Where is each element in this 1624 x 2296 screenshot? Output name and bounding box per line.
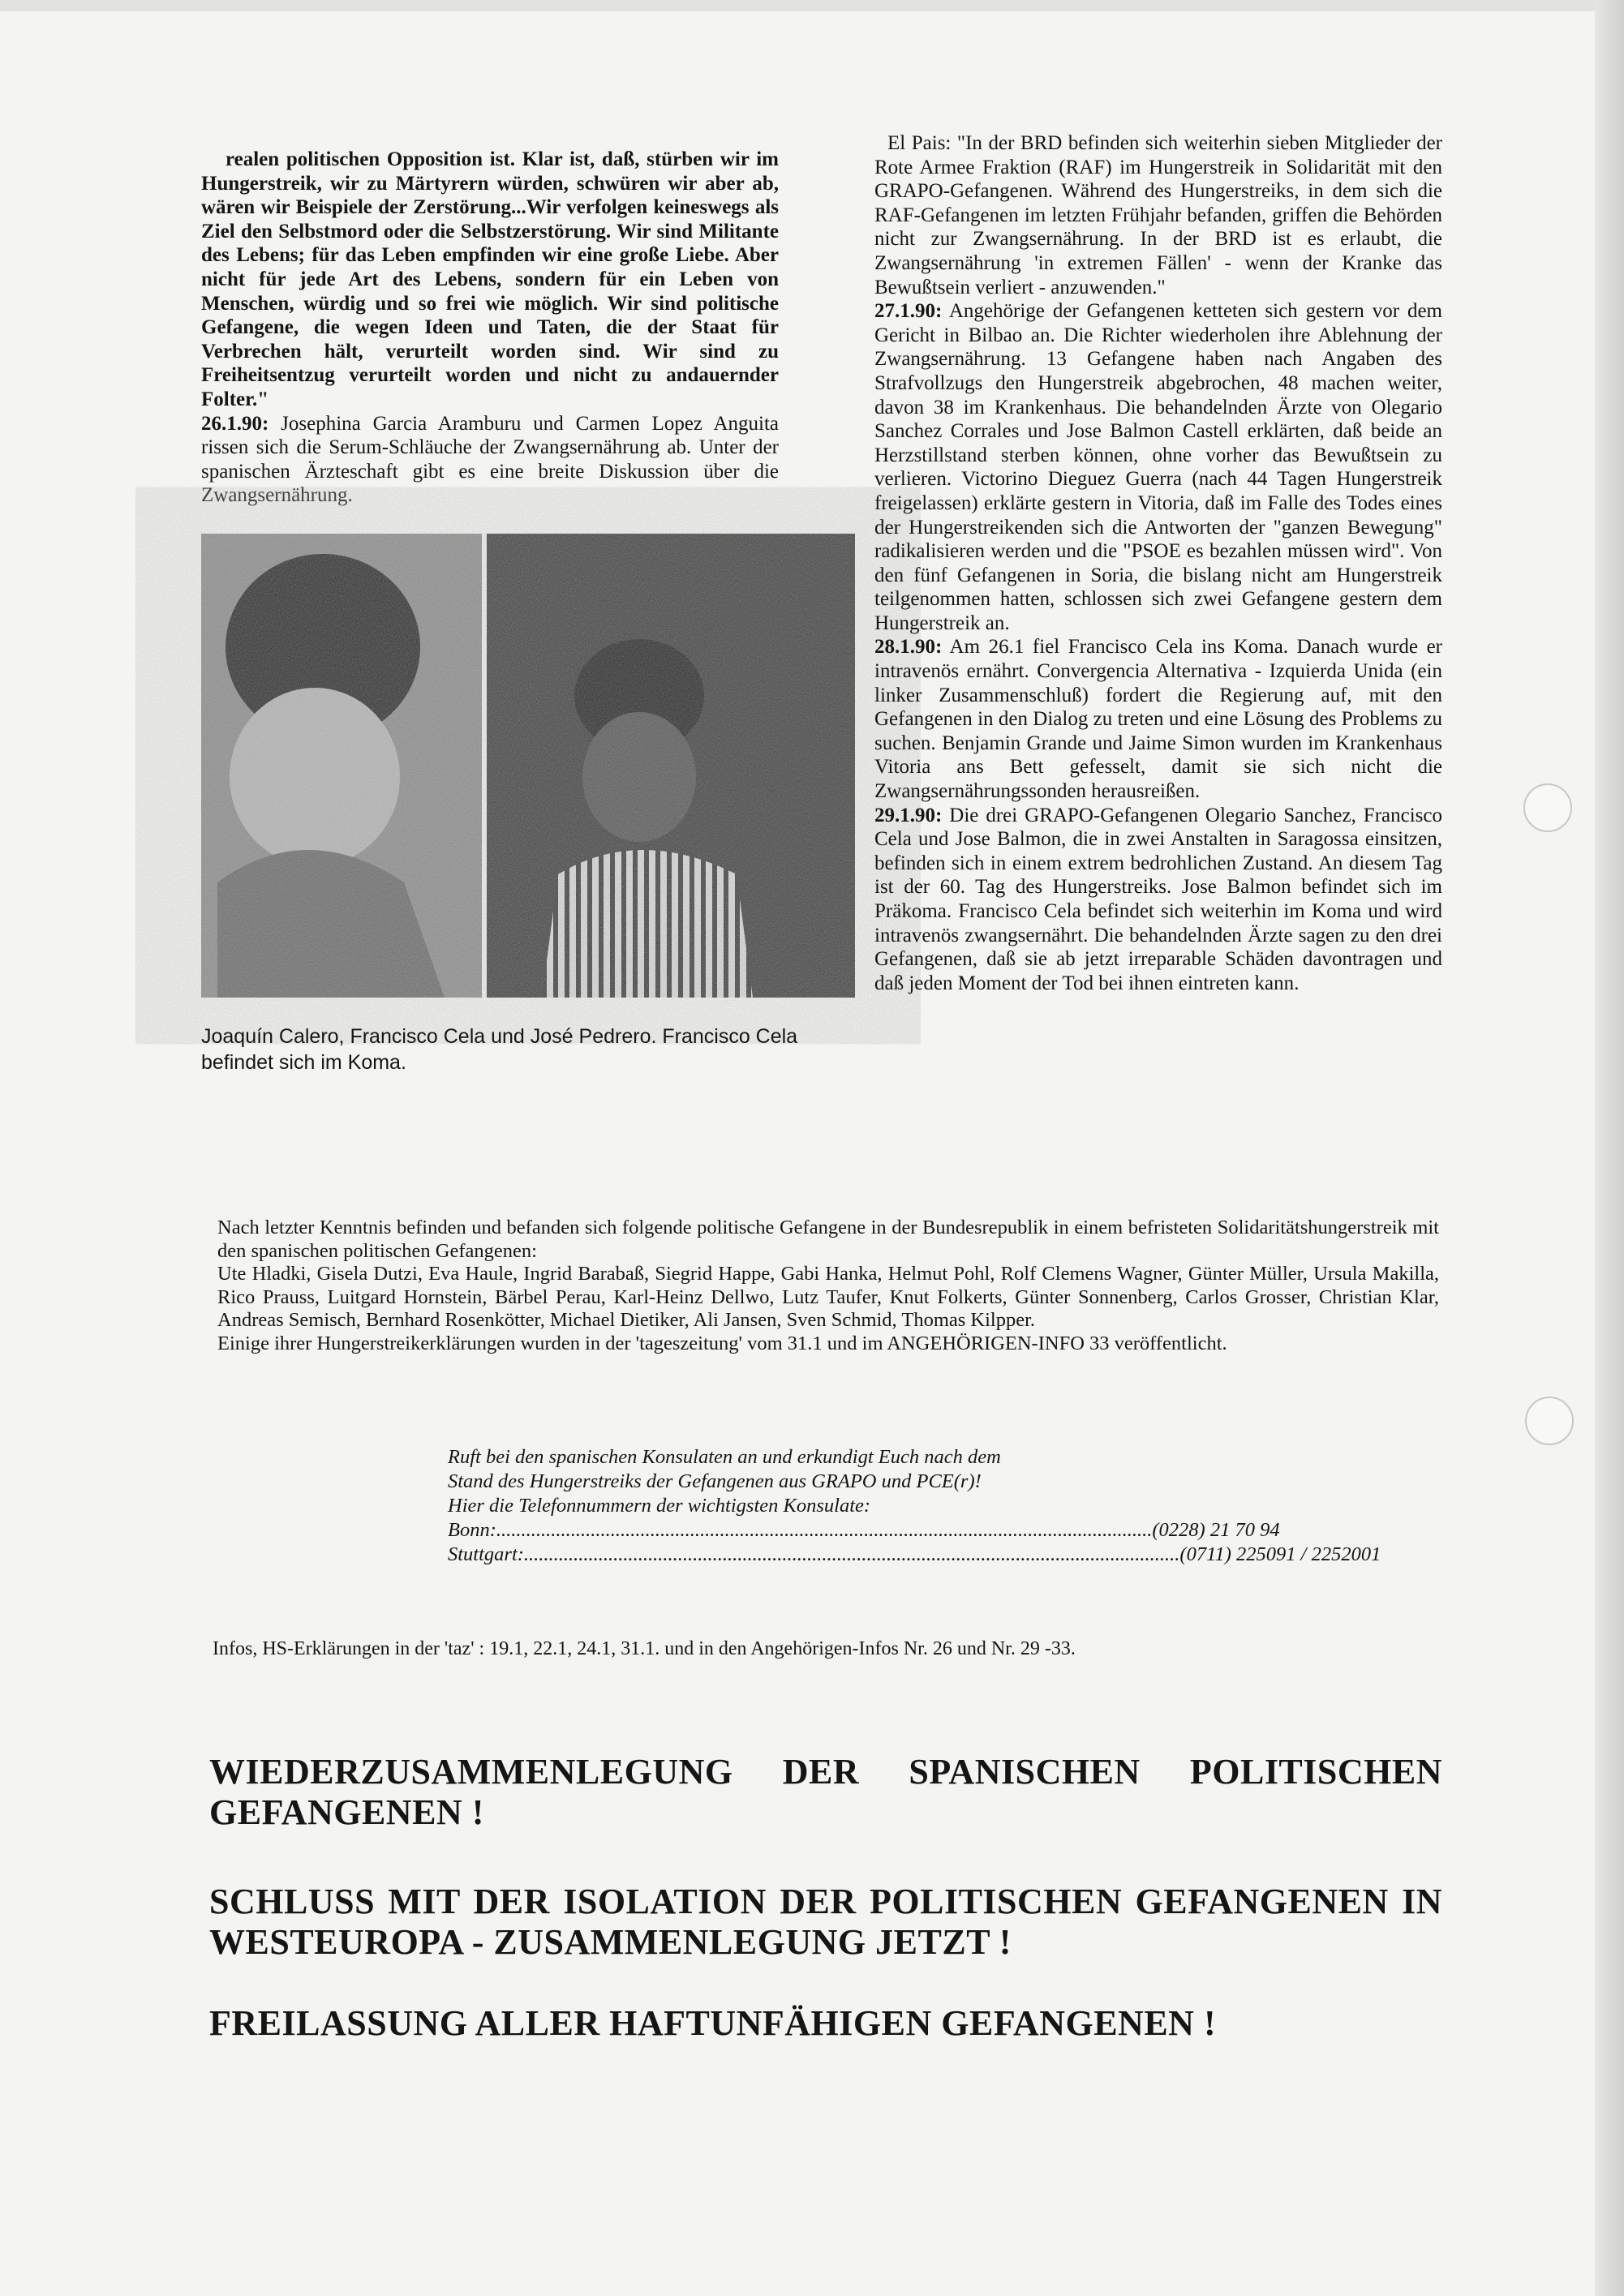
entry-text: Die drei GRAPO-Gefangenen Olegario Sanchez, Francisco Cela und Jose Balmon, die in zwei Anstalten in Saragossa einsitzen, befinden sich in einem extrem bedrohlichen Zustand. An diesem Tag ist der 60. Tag des Hungerstreiks. Jose Balmon befindet sich im Präkoma. Francisco Cela befindet sich weiterhin im Koma und wird intravenös zwangsernährt. Die behandelnden Ärzte sagen zu den drei Gefangenen, daß sie ab jetzt irreparable Schäden davontragen und daß jeden Moment der Tod bei ihnen eintreten kann. [874,804,1442,994]
date-label: 27.1.90: [874,300,943,323]
stuttgart-phone: (0711) 225091 / 2252001 [1179,1543,1381,1565]
date-label: 26.1.90: [201,412,269,435]
prisoner-names: Ute Hladki, Gisela Dutzi, Eva Haule, Ingrid Barabaß, Siegrid Happe, Gabi Hanka, Helmut Pohl, Rolf Clemens Wagner, Günter Müller, Ursula Makilla, Rico Prauss, Luitgard Hornstein, Bärbel Perau, Karl-Heinz Dellwo, Lutz Taufer, Knut Folkerts, Günter Sonnenberg, Carlos Grosser, Christian Klar, Andreas Semisch, Bernhard Rosenkötter, Michael Dietiker, Ali Jansen, Sven Schmid, Thomas Kilpper. [217,1263,1439,1331]
scan-right-edge [1595,0,1624,2296]
entry-text: Angehörige der Gefangenen ketteten sich gestern vor dem Gericht in Bilbao an. Die Richter wiederholen ihre Ablehnung der Zwangsernährung. 13 Gefangene haben nach Angaben des Strafvollzugs den Hungerstreik abgebrochen, 48 machen weiter, davon 38 im Krankenhaus. Die behandelnden Ärzte von Olegario Sanchez Corrales und Jose Balmon Castell erklärten, daß beide an Herzstillstand sterben können, ohne vorher das Bewußtsein zu verlieren. Victorino Dieguez Guerra (nach 44 Tagen Hungerstreik freigelassen) erklärte gestern in Vitoria, daß im Falle des Todes eines der Hungerstreikenden sich die Antworten der "ganzen Bewegung" radikalisieren werden und die "PSOE es bezahlen müssen wird". Von den fünf Gefangenen in Soria, die bislang nicht am Hungerstreik teilgenommen hatten, schlossen sich zwei Gefangene gestern dem Hungerstreik an. [874,300,1442,634]
dot-leader: .................................................................................................................................... [523,1543,1180,1565]
consulate-line-3: Hier die Telefonnummern der wichtigsten Konsulate: [448,1495,871,1517]
slogan-release: FREILASSUNG ALLER HAFTUNFÄHIGEN GEFANGENEN ! [209,2003,1217,2043]
entry-text: Am 26.1 fiel Francisco Cela ins Koma. Danach wurde er intravenös ernährt. Convergencia Alternativa - Izquierda Unida (ein linker Zusammenschluß) fordert die Regierung auf, mit den Gefangenen in den Dialog zu treten und eine Lösung des Problems zu suchen. Benjamin Grande und Jaime Simon wurden im Krankenhaus Vitoria ans Bett gefesselt, damit sie sich nicht die Zwangsernährungssonden herausreißen. [874,636,1442,803]
date-label: 29.1.90: [874,804,943,826]
slogan-end-isolation: SCHLUSS MIT DER ISOLATION DER POLITISCHEN GEFANGENEN IN WESTEUROPA - ZUSAMMENLEGUNG JETZT ! [209,1882,1442,1962]
consulate-line-2: Stand des Hungerstreiks der Gefangenen aus GRAPO und PCE(r)! [448,1470,982,1492]
consulate-stuttgart-row [448,1543,1381,1567]
notice-publication: Einige ihrer Hungerstreikerklärungen wurden in der 'tageszeitung' vom 31.1 und im ANGEHÖRIGEN-INFO 33 veröffentlicht. [217,1332,1227,1354]
date-label: 28.1.90: [874,636,943,659]
bonn-phone: (0228) 21 70 94 [1152,1519,1280,1541]
consulate-line-1: Ruft bei den spanischen Konsulaten an und erkundigt Euch nach dem [448,1446,1001,1468]
right-column-text [874,131,1442,995]
notice-intro: Nach letzter Kenntnis befinden und befanden sich folgende politische Gefangene in der Bundesrepublik in einem befristeten Solidaritätshungerstreik mit den spanischen politischen Gefangenen: [217,1217,1439,1262]
right-paragraph-4 [874,804,1442,996]
slogan-reunification: WIEDERZUSAMMENLEGUNG DER SPANISCHEN POLITISCHEN GEFANGENEN ! [209,1752,1442,1832]
entry-text: Josephina Garcia Aramburu und Carmen Lopez Anguita rissen sich die Serum-Schläuche der Zwangsernährung ab. Unter der spanischen Ärzteschaft gibt es eine breite Diskussion über die Zwangsernährung. [201,412,780,507]
stuttgart-label: Stuttgart: [448,1543,524,1565]
consulate-box [448,1445,1381,1567]
right-paragraph-2 [874,299,1442,635]
punch-hole-upper [1523,783,1572,832]
left-column-text [201,148,779,508]
infos-line: Infos, HS-Erklärungen in der 'taz' : 19.1, 22.1, 24.1, 31.1. und in den Angehörigen-Infos Nr. 26 und Nr. 29 -33. [213,1638,1076,1659]
news-photo [201,534,855,998]
bonn-label: Bonn: [448,1519,496,1541]
left-paragraph-1: realen politischen Opposition ist. Klar ist, daß, stürben wir im Hungerstreik, wir zu Märtyrern würden, schwüren wir aber ab, wären wir Beispiele der Zerstörung...Wir verfolgen keineswegs als Ziel den Selbstmord oder die Selbstzerstörung. Wir sind Militante des Lebens; für das Leben empfinden wir eine große Liebe. Aber nicht für jede Art des Lebens, sondern für ein Leben von Menschen, würdig und so frei wie möglich. Wir sind politische Gefangene, die wegen Ideen und Taten, die der Staat für Verbrechen hält, verurteilt worden sind. Wir sind zu Freiheitsentzug verurteilt worden und nicht zu andauernder Folter." [201,148,779,410]
dot-leader: .................................................................................................................................... [496,1519,1153,1541]
solidarity-notice [217,1217,1439,1355]
punch-hole-lower [1525,1397,1574,1445]
photo-caption: Joaquín Calero, Francisco Cela und José Pedrero. Francisco Cela befindet sich im Koma. [201,1025,798,1074]
right-paragraph-3 [874,635,1442,803]
consulate-bonn-row [448,1518,1280,1543]
scan-top-edge [0,0,1624,11]
right-paragraph-1: El Pais: "In der BRD befinden sich weiterhin sieben Mitglieder der Rote Armee Fraktion (RAF) im Hungerstreik in Solidarität mit den GRAPO-Gefangenen. Während des Hungerstreiks, in dem sich die RAF-Gefangenen im letzten Frühjahr befanden, griffen die Behörden nicht zur Zwangsernährung. In der BRD ist es erlaubt, die Zwangsernährung 'in extremen Fällen' - wenn der Kranke das Bewußtsein verliert - anzuwenden." [874,132,1442,298]
left-paragraph-2 [201,412,779,508]
